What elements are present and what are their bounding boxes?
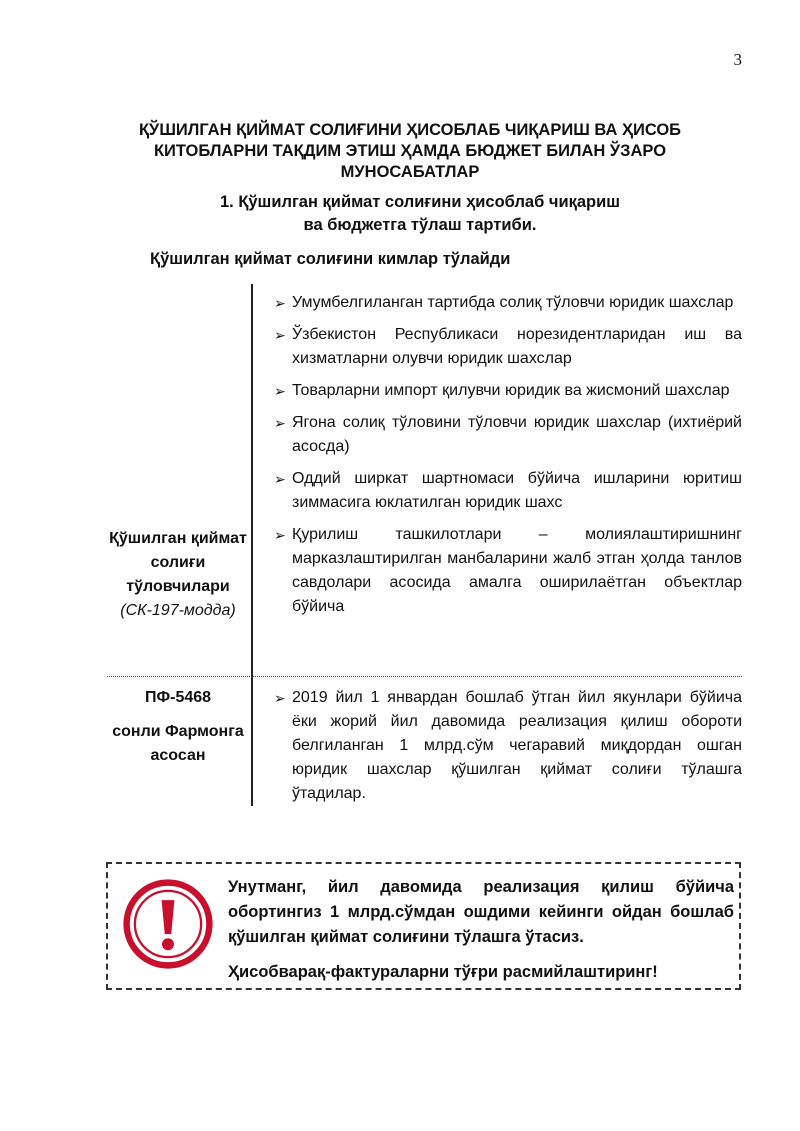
row-divider — [107, 676, 742, 677]
payers-label: Қўшилган қиймат солиғи тўловчилари — [109, 530, 247, 595]
decree-list — [274, 686, 742, 814]
page-title: ҚЎШИЛГАН ҚИЙМАТ СОЛИҒИНИ ҲИСОБЛАБ ЧИҚАРИШ ВА ҲИСОБ КИТОБЛАРНИ ТАҚДИМ ЭТИШ ҲАМДА БЮДЖЕТ БИЛАН ЎЗАРО МУНОСАБАТЛАР — [138, 121, 682, 181]
list-item: ➢ Ўзбекистон Республикаси норезидентларидан иш ва хизматларни олувчи юридик шахслар — [274, 323, 742, 371]
column-divider — [251, 284, 253, 806]
sub-heading: Қўшилган қиймат солиғини кимлар тўлайди — [150, 250, 511, 268]
reminder-callout: Ҳисобварақ-фактураларни тўғри расмийлаштиринг! — [228, 963, 658, 981]
reminder-text: Унутманг, йил давомида реализация қилиш бўйича обортингиз 1 млрд.сўмдан ошдими кейинги ойдан бошлаб қўшилган қиймат солиғини тўлашга ўтасиз. — [228, 878, 734, 946]
arrow-bullet-icon: ➢ — [274, 383, 286, 399]
payers-list — [274, 291, 742, 627]
reminder-box — [106, 862, 741, 990]
section-title-line-1: 1. Қўшилган қиймат солиғини ҳисоблаб чиқариш — [219, 193, 621, 211]
decree-label: сонли Фармонга асосан — [112, 723, 244, 764]
arrow-bullet-icon: ➢ — [274, 415, 286, 431]
list-item: ➢ 2019 йил 1 январдан бошлаб ўтган йил якунлари бўйича ёки жорий йил давомида реализация қилиш обороти белгиланган 1 млрд.сўм чегаравий миқдордан ошган юридик шахслар қўшилган қиймат солиғи тўлашга ўтадилар. — [274, 686, 742, 806]
section-title-line-2: ва бюджетга тўлаш тартиби. — [303, 216, 537, 234]
decree-label-cell — [108, 686, 248, 768]
payers-label-cell — [108, 527, 248, 623]
list-item: ➢ Товарларни импорт қилувчи юридик ва жисмоний шахслар — [274, 379, 742, 403]
exclamation-circle-icon — [122, 878, 214, 970]
arrow-bullet-icon: ➢ — [274, 527, 286, 543]
arrow-bullet-icon: ➢ — [274, 295, 286, 311]
list-item: ➢ Оддий ширкат шартномаси бўйича ишларини юритиш зиммасига юклатилган юридик шахс — [274, 467, 742, 515]
arrow-bullet-icon: ➢ — [274, 471, 286, 487]
list-item: ➢ Қурилиш ташкилотлари – молиялаштиришнинг марказлаштирилган манбаларини жалб этган ҳолда танлов савдолари асосида амалга оширилаётган объектлар бўйича — [274, 523, 742, 619]
section-title — [170, 191, 670, 237]
arrow-bullet-icon: ➢ — [274, 690, 286, 706]
arrow-bullet-icon: ➢ — [274, 327, 286, 343]
page-number: 3 — [733, 50, 742, 69]
list-item: ➢ Ягона солиқ тўловини тўловчи юридик шахслар (ихтиёрий асосда) — [274, 411, 742, 459]
list-item: ➢ Умумбелгиланган тартибда солиқ тўловчи юридик шахслар — [274, 291, 742, 315]
decree-number: ПФ-5468 — [144, 689, 212, 706]
article-reference: (СК-197-модда) — [120, 602, 236, 619]
